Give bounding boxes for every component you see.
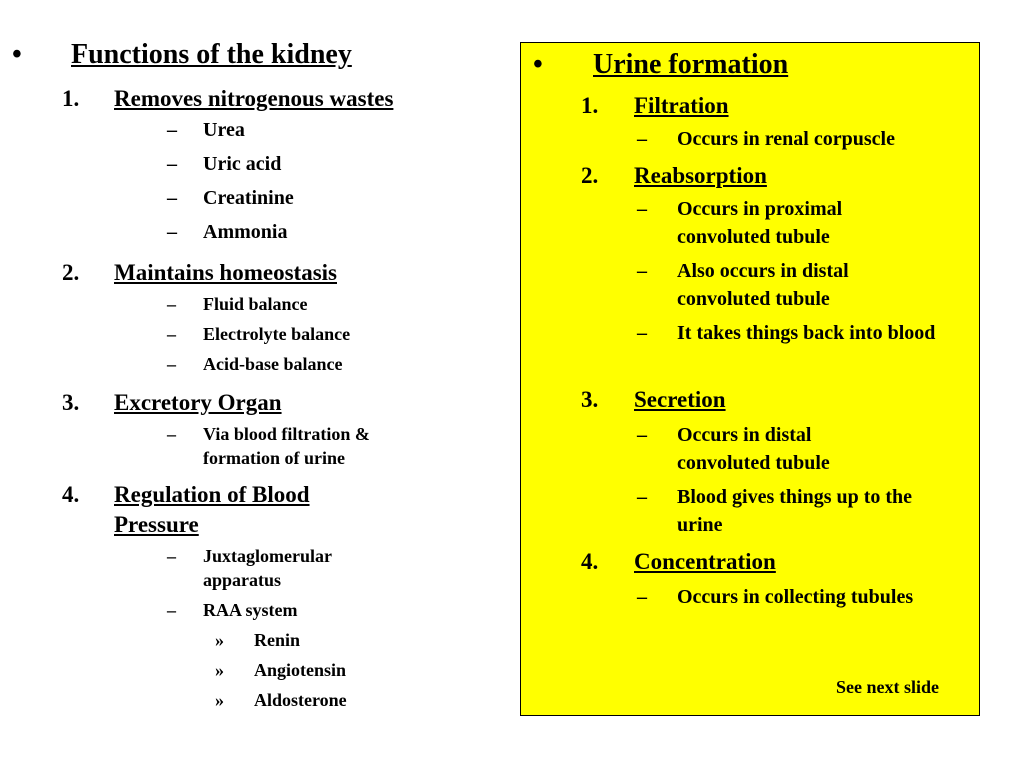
- right-section-2-heading: Reabsorption: [634, 163, 767, 188]
- list-item: [521, 583, 979, 645]
- list-item: [0, 688, 505, 718]
- list-item-text: Juxtaglomerular apparatus: [203, 546, 332, 590]
- list-item-text: It takes things back into blood: [677, 322, 936, 344]
- list-item-text: Blood gives things up to the urine: [677, 486, 913, 536]
- dash-icon: –: [637, 322, 647, 344]
- urine-formation-title: Urine formation: [593, 49, 789, 80]
- dash-icon: –: [637, 424, 647, 446]
- dash-icon: –: [637, 260, 647, 282]
- dash-icon: –: [167, 221, 177, 243]
- see-next-slide-note: See next slide: [836, 677, 939, 697]
- list-item: [0, 628, 505, 658]
- dash-icon: –: [167, 354, 176, 374]
- dash-icon: –: [167, 600, 176, 620]
- list-item: [521, 421, 979, 483]
- list-item: [521, 319, 979, 385]
- left-section-2-heading-row: [0, 258, 505, 292]
- list-item-text: Ammonia: [203, 221, 288, 243]
- section-number: 4.: [581, 549, 599, 574]
- list-item: [0, 220, 505, 254]
- left-section-4-heading: Regulation of Blood Pressure: [114, 482, 310, 537]
- chevron-right-icon: »: [215, 690, 224, 710]
- dash-icon: –: [637, 486, 647, 508]
- list-item: [0, 598, 505, 628]
- list-item-text: Electrolyte balance: [203, 324, 351, 344]
- list-item: [521, 195, 979, 257]
- section-number: 1.: [581, 93, 599, 118]
- right-section-4-heading: Concentration: [634, 549, 776, 574]
- left-section-2-heading: Maintains homeostasis: [114, 260, 337, 285]
- list-item: [521, 483, 979, 547]
- list-item: [0, 658, 505, 688]
- list-item-text: Urea: [203, 119, 245, 141]
- section-number: 3.: [581, 387, 599, 412]
- dash-icon: –: [637, 198, 647, 220]
- list-item: [0, 322, 505, 352]
- dash-icon: –: [167, 153, 177, 175]
- left-section-1-heading-row: [0, 84, 505, 118]
- list-item: [0, 186, 505, 220]
- dash-icon: –: [167, 187, 177, 209]
- dash-icon: –: [637, 128, 647, 150]
- chevron-right-icon: »: [215, 630, 224, 650]
- kidney-functions-column: [0, 38, 505, 718]
- bullet-icon: •: [533, 49, 543, 80]
- list-item-text: Occurs in collecting tubules: [677, 586, 914, 608]
- kidney-functions-title-row: [0, 38, 505, 78]
- dash-icon: –: [167, 294, 176, 314]
- dash-icon: –: [167, 546, 176, 566]
- right-section-3-heading-row: [521, 385, 979, 421]
- section-number: 4.: [62, 482, 80, 507]
- chevron-right-icon: »: [215, 660, 224, 680]
- list-item: [0, 292, 505, 322]
- urine-formation-box: [520, 42, 980, 716]
- list-item-text: Angiotensin: [254, 660, 347, 680]
- list-item-text: Occurs in distal convoluted tubule: [677, 424, 830, 474]
- left-section-3-heading: Excretory Organ: [114, 390, 282, 415]
- list-item: [0, 544, 505, 598]
- right-section-1-heading: Filtration: [634, 93, 729, 118]
- list-item-text: Occurs in proximal convoluted tubule: [677, 198, 843, 248]
- list-item-text: Renin: [254, 630, 301, 650]
- list-item: [521, 257, 979, 319]
- list-item-text: Acid-base balance: [203, 354, 343, 374]
- left-section-4-heading-row: [0, 480, 505, 544]
- list-item: [521, 125, 979, 161]
- right-section-1-heading-row: [521, 91, 979, 125]
- dash-icon: –: [167, 324, 176, 344]
- kidney-functions-title: Functions of the kidney: [71, 39, 352, 70]
- list-item: [0, 152, 505, 186]
- list-item-text: Aldosterone: [254, 690, 347, 710]
- list-item: [0, 118, 505, 152]
- list-item: [0, 352, 505, 382]
- list-item-text: Occurs in renal corpuscle: [677, 128, 895, 150]
- list-item-text: Also occurs in distal convoluted tubule: [677, 260, 849, 310]
- right-section-2-heading-row: [521, 161, 979, 195]
- dash-icon: –: [637, 586, 647, 608]
- list-item-text: Uric acid: [203, 153, 282, 175]
- dash-icon: –: [167, 424, 176, 444]
- right-section-4-heading-row: [521, 547, 979, 583]
- dash-icon: –: [167, 119, 177, 141]
- urine-formation-title-row: [521, 43, 979, 85]
- left-section-1-heading: Removes nitrogenous wastes: [114, 86, 394, 111]
- bullet-icon: •: [12, 39, 22, 70]
- section-number: 2.: [581, 163, 599, 188]
- left-section-3-heading-row: [0, 388, 505, 422]
- list-item-text: Via blood filtration & formation of urine: [203, 424, 370, 468]
- right-section-3-heading: Secretion: [634, 387, 726, 412]
- list-item: [0, 422, 505, 478]
- list-item-text: Fluid balance: [203, 294, 308, 314]
- section-number: 1.: [62, 86, 80, 111]
- list-item-text: RAA system: [203, 600, 298, 620]
- section-number: 2.: [62, 260, 80, 285]
- section-number: 3.: [62, 390, 80, 415]
- list-item-text: Creatinine: [203, 187, 294, 209]
